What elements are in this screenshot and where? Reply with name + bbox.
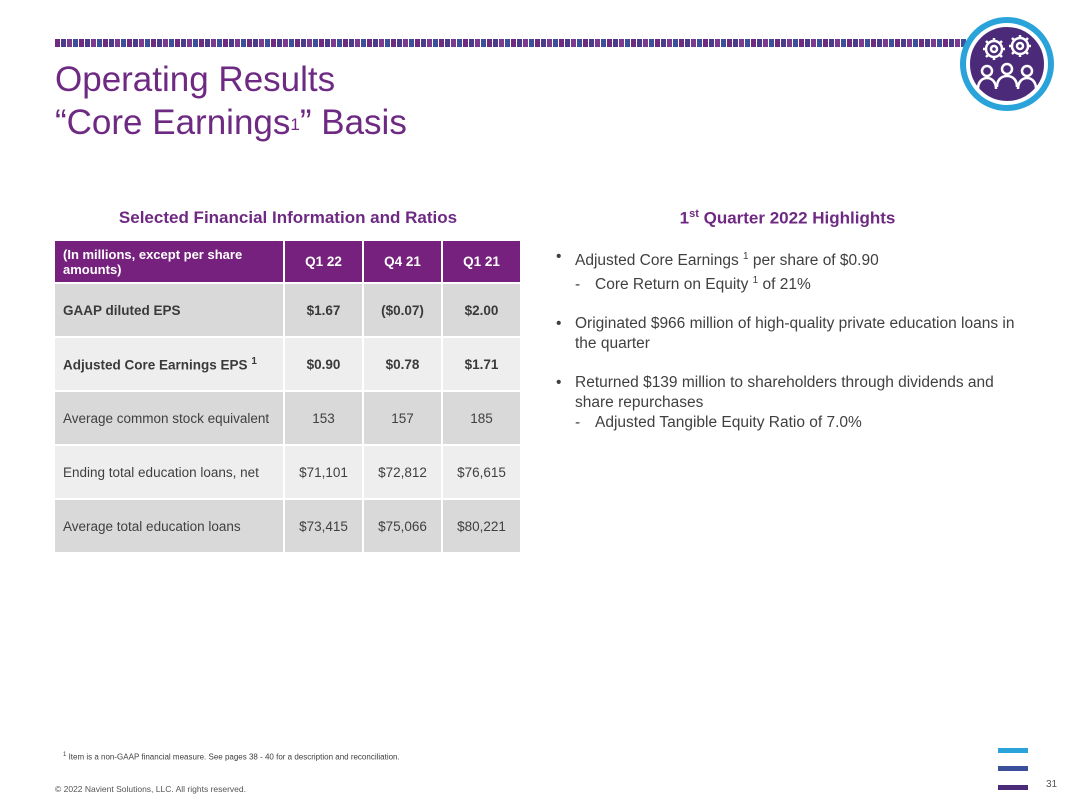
row-label: Average total education loans [55,500,283,552]
table-cell: $76,615 [443,446,520,498]
column-header-q4-21: Q4 21 [364,241,441,282]
row-footnote-ref: 1 [251,355,257,367]
row-label: Ending total education loans, net [55,446,283,498]
table-cell: $0.90 [285,338,362,390]
table-cell: $72,812 [364,446,441,498]
row-label: Adjusted Core Earnings EPS $^1$ [55,338,283,390]
table-cell: 185 [443,392,520,444]
table-row [55,338,520,390]
column-header-label: (In millions, except per share amounts) [55,241,283,282]
footnote: $^1$ Item is a non-GAAP financial measure. See pages 38 - 40 for a description and reconciliation. [63,752,400,762]
bullet: • [556,374,562,392]
highlights-list [556,247,1036,452]
table-header-row [55,241,520,282]
table-cell: $71,101 [285,446,362,498]
column-header-q1-21: Q1 21 [443,241,520,282]
highlight-item: • Originated $966 million of high-quality private education loans in the quarter [556,315,1015,353]
highlight-item: • Returned $139 million to shareholders through dividends and share repurchases - Adjusted Tangible Equity Ratio of 7.0% [556,373,1036,433]
table-heading: Selected Financial Information and Ratios [118,208,458,227]
highlights-heading: 1st Quarter 2022 Highlights [679,208,896,228]
row-label: Average common stock equivalent [55,392,283,444]
table-row [55,446,520,498]
highlight-item: • Adjusted Core Earnings $^1$ per share of $0.90 - Core Return on Equity $^1$ of 21% [556,247,1036,295]
table-row [55,284,520,336]
table-cell: ($0.07) [364,284,441,336]
table-cell: $0.78 [364,338,441,390]
gears-people-icon [974,33,1040,95]
top-decorative-stripe [55,39,967,47]
highlight-subitem: - Core Return on Equity $^1$ of 21% [575,275,811,294]
title-line-2: “Core Earnings$^1$” Basis [55,103,407,142]
table-cell: $1.71 [443,338,520,390]
table-cell: $73,415 [285,500,362,552]
copyright: © 2022 Navient Solutions, LLC. All rights reserved. [55,784,247,794]
company-logo-bars [998,748,1028,792]
bullet: • [556,315,562,333]
page-title [55,58,407,144]
highlight-subitem: - Adjusted Tangible Equity Ratio of 7.0% [575,414,862,432]
section-badge [960,17,1054,111]
table-cell: $75,066 [364,500,441,552]
table-cell: $2.00 [443,284,520,336]
table-row [55,392,520,444]
financial-table [53,239,522,554]
table-cell: $80,221 [443,500,520,552]
table-row [55,500,520,552]
bullet: • [556,248,562,265]
page-number: 31 [1046,779,1058,790]
title-footnote-ref: 1 [290,115,300,134]
table-cell: $1.67 [285,284,362,336]
row-label: GAAP diluted EPS [55,284,283,336]
column-header-q1-22: Q1 22 [285,241,362,282]
table-cell: 157 [364,392,441,444]
table-cell: 153 [285,392,362,444]
title-line-1: Operating Results [55,60,336,99]
